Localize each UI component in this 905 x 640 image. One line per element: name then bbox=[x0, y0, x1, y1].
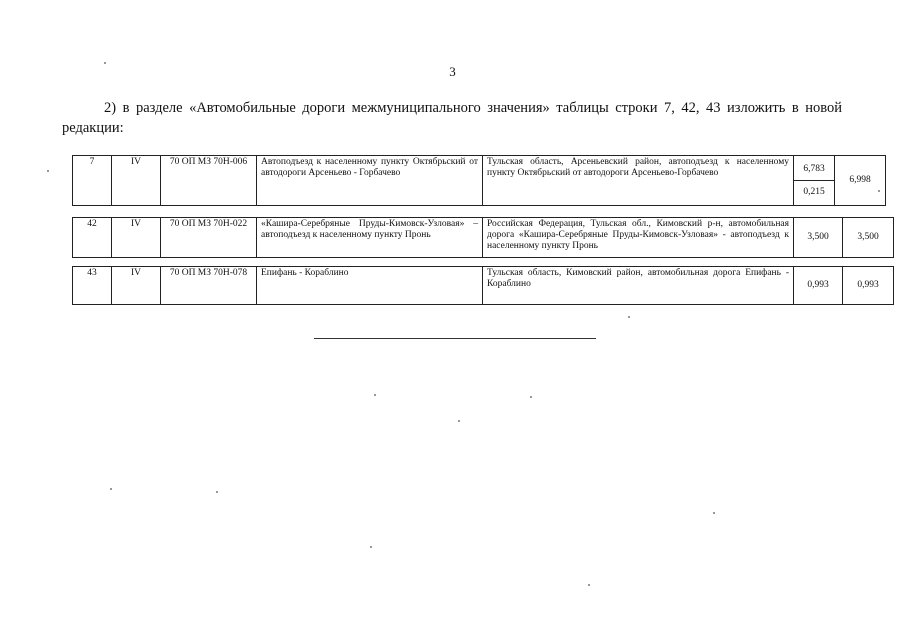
road-length-cell bbox=[794, 156, 835, 206]
road-length: 3,500 bbox=[794, 218, 843, 258]
road-id: 70 ОП МЗ 70Н-078 bbox=[161, 267, 257, 305]
closing-rule bbox=[314, 338, 596, 339]
scan-speck bbox=[878, 190, 880, 192]
table-row-42 bbox=[72, 217, 894, 258]
road-total-length: 3,500 bbox=[843, 218, 894, 258]
scan-speck bbox=[458, 420, 460, 422]
road-total-length: 0,993 bbox=[843, 267, 894, 305]
road-description: Тульская область, Арсеньевский район, автоподъезд к населенному пункту Октябрьский от автодороги Арсеньево-Горбачево bbox=[483, 156, 794, 206]
scan-speck bbox=[110, 488, 112, 490]
road-length-part: 6,783 bbox=[794, 158, 834, 181]
table-row-7 bbox=[72, 155, 886, 206]
amendment-paragraph: 2) в разделе «Автомобильные дороги межмуниципального значения» таблицы строки 7, 42, 43 изложить в новой редакции: bbox=[62, 100, 842, 136]
road-name: Епифань - Кораблино bbox=[257, 267, 483, 305]
scan-speck bbox=[104, 62, 106, 64]
scan-speck bbox=[47, 170, 49, 172]
road-id: 70 ОП МЗ 70Н-006 bbox=[161, 156, 257, 206]
table-row-43 bbox=[72, 266, 894, 305]
road-description: Российская Федерация, Тульская обл., Кимовский р-н, автомобильная дорога «Кашира-Серебряные Пруды-Кимовск-Узловая» - автоподъезд к населенному пункту Пронь bbox=[483, 218, 794, 258]
scan-speck bbox=[370, 546, 372, 548]
road-category: IV bbox=[112, 267, 161, 305]
scan-speck bbox=[588, 584, 590, 586]
row-number: 43 bbox=[73, 267, 112, 305]
road-length-part: 0,215 bbox=[803, 187, 825, 197]
road-total-length: 6,998 bbox=[835, 156, 886, 206]
scan-speck bbox=[530, 396, 532, 398]
road-category: IV bbox=[112, 156, 161, 206]
road-description: Тульская область, Кимовский район, автомобильная дорога Епифань - Кораблино bbox=[483, 267, 794, 305]
row-number: 42 bbox=[73, 218, 112, 258]
scan-speck bbox=[713, 512, 715, 514]
page-number: 3 bbox=[449, 64, 456, 79]
road-category: IV bbox=[112, 218, 161, 258]
scan-speck bbox=[628, 316, 630, 318]
scan-speck bbox=[216, 491, 218, 493]
row-number: 7 bbox=[73, 156, 112, 206]
road-length: 0,993 bbox=[794, 267, 843, 305]
road-id: 70 ОП МЗ 70Н-022 bbox=[161, 218, 257, 258]
scan-speck bbox=[374, 394, 376, 396]
road-name: «Кашира-Серебряные Пруды-Кимовск-Узловая» – автоподъезд к населенному пункту Пронь bbox=[257, 218, 483, 258]
road-name: Автоподъезд к населенному пункту Октябрьский от автодороги Арсеньево - Горбачево bbox=[257, 156, 483, 206]
